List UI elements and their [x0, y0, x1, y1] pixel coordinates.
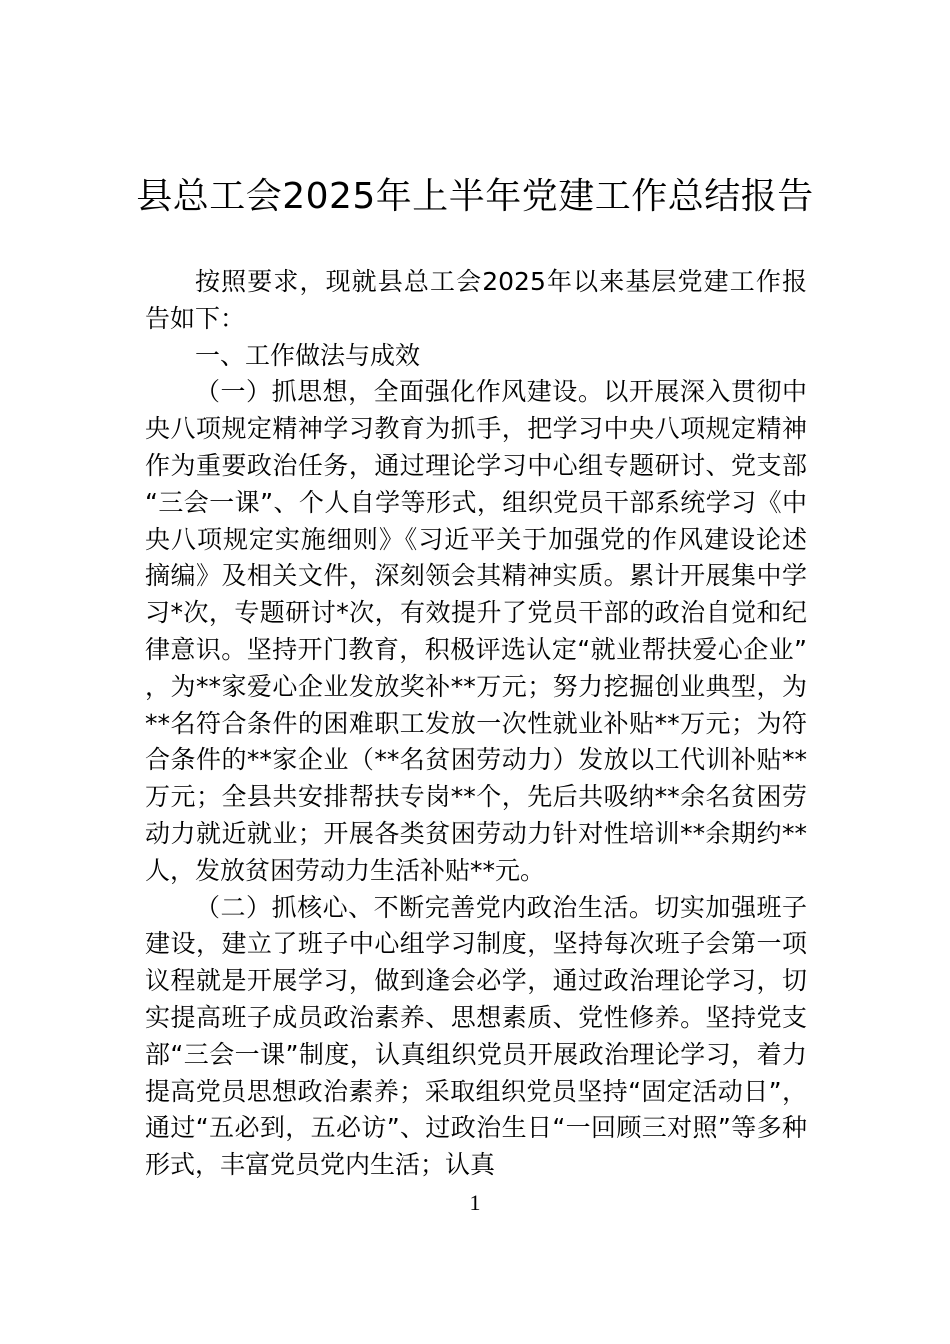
- section-heading: 一、工作做法与成效: [195, 340, 421, 370]
- subsection-1-paragraph: （一）抓思想，全面强化作风建设。以开展深入贯彻中央八项规定精神学习教育为抓手，把学习中央八项规定精神作为重要政治任务，通过理论学习中心组专题研讨、党支部“三会一课”、个人自学等形式，组织党员干部系统学习《中央八项规定实施细则》《习近平关于加强党的作风建设论述摘编》及相关文件，深刻领会其精神实质。累计开展集中学习*次，专题研讨*次，有效提升了党员干部的政治自觉和纪律意识。坚持开门教育，积极评选认定“就业帮扶爱心企业”，为**家爱心企业发放奖补**万元；努力挖掘创业典型，为**名符合条件的困难职工发放一次性就业补贴**万元；为符合条件的**家企业（**名贫困劳动力）发放以工代训补贴**万元；全县共安排帮扶专岗**个，先后共吸纳**余名贫困劳动力就近就业；开展各类贫困劳动力针对性培训**余期约**人，发放贫困劳动力生活补贴**元。: [145, 377, 807, 885]
- document-title: 县总工会2025年上半年党建工作总结报告: [136, 176, 814, 217]
- subsection-2-paragraph: （二）抓核心、不断完善党内政治生活。切实加强班子建设，建立了班子中心组学习制度，坚持每次班子会第一项议程就是开展学习，做到逢会必学，通过政治理论学习，切实提高班子成员政治素养、思想素质、党性修养。坚持党支部“三会一课”制度，认真组织党员开展政治理论学习，着力提高党员思想政治素养；采取组织党员坚持“固定活动日”，通过“五必到，五必访”、过政治生日“一回顾三对照”等多种形式，丰富党员党内生活；认真: [145, 892, 807, 1180]
- page-number: 1: [469, 1190, 481, 1215]
- document-body: [145, 264, 807, 1184]
- intro-paragraph: 按照要求，现就县总工会2025年以来基层党建工作报告如下：: [145, 267, 807, 333]
